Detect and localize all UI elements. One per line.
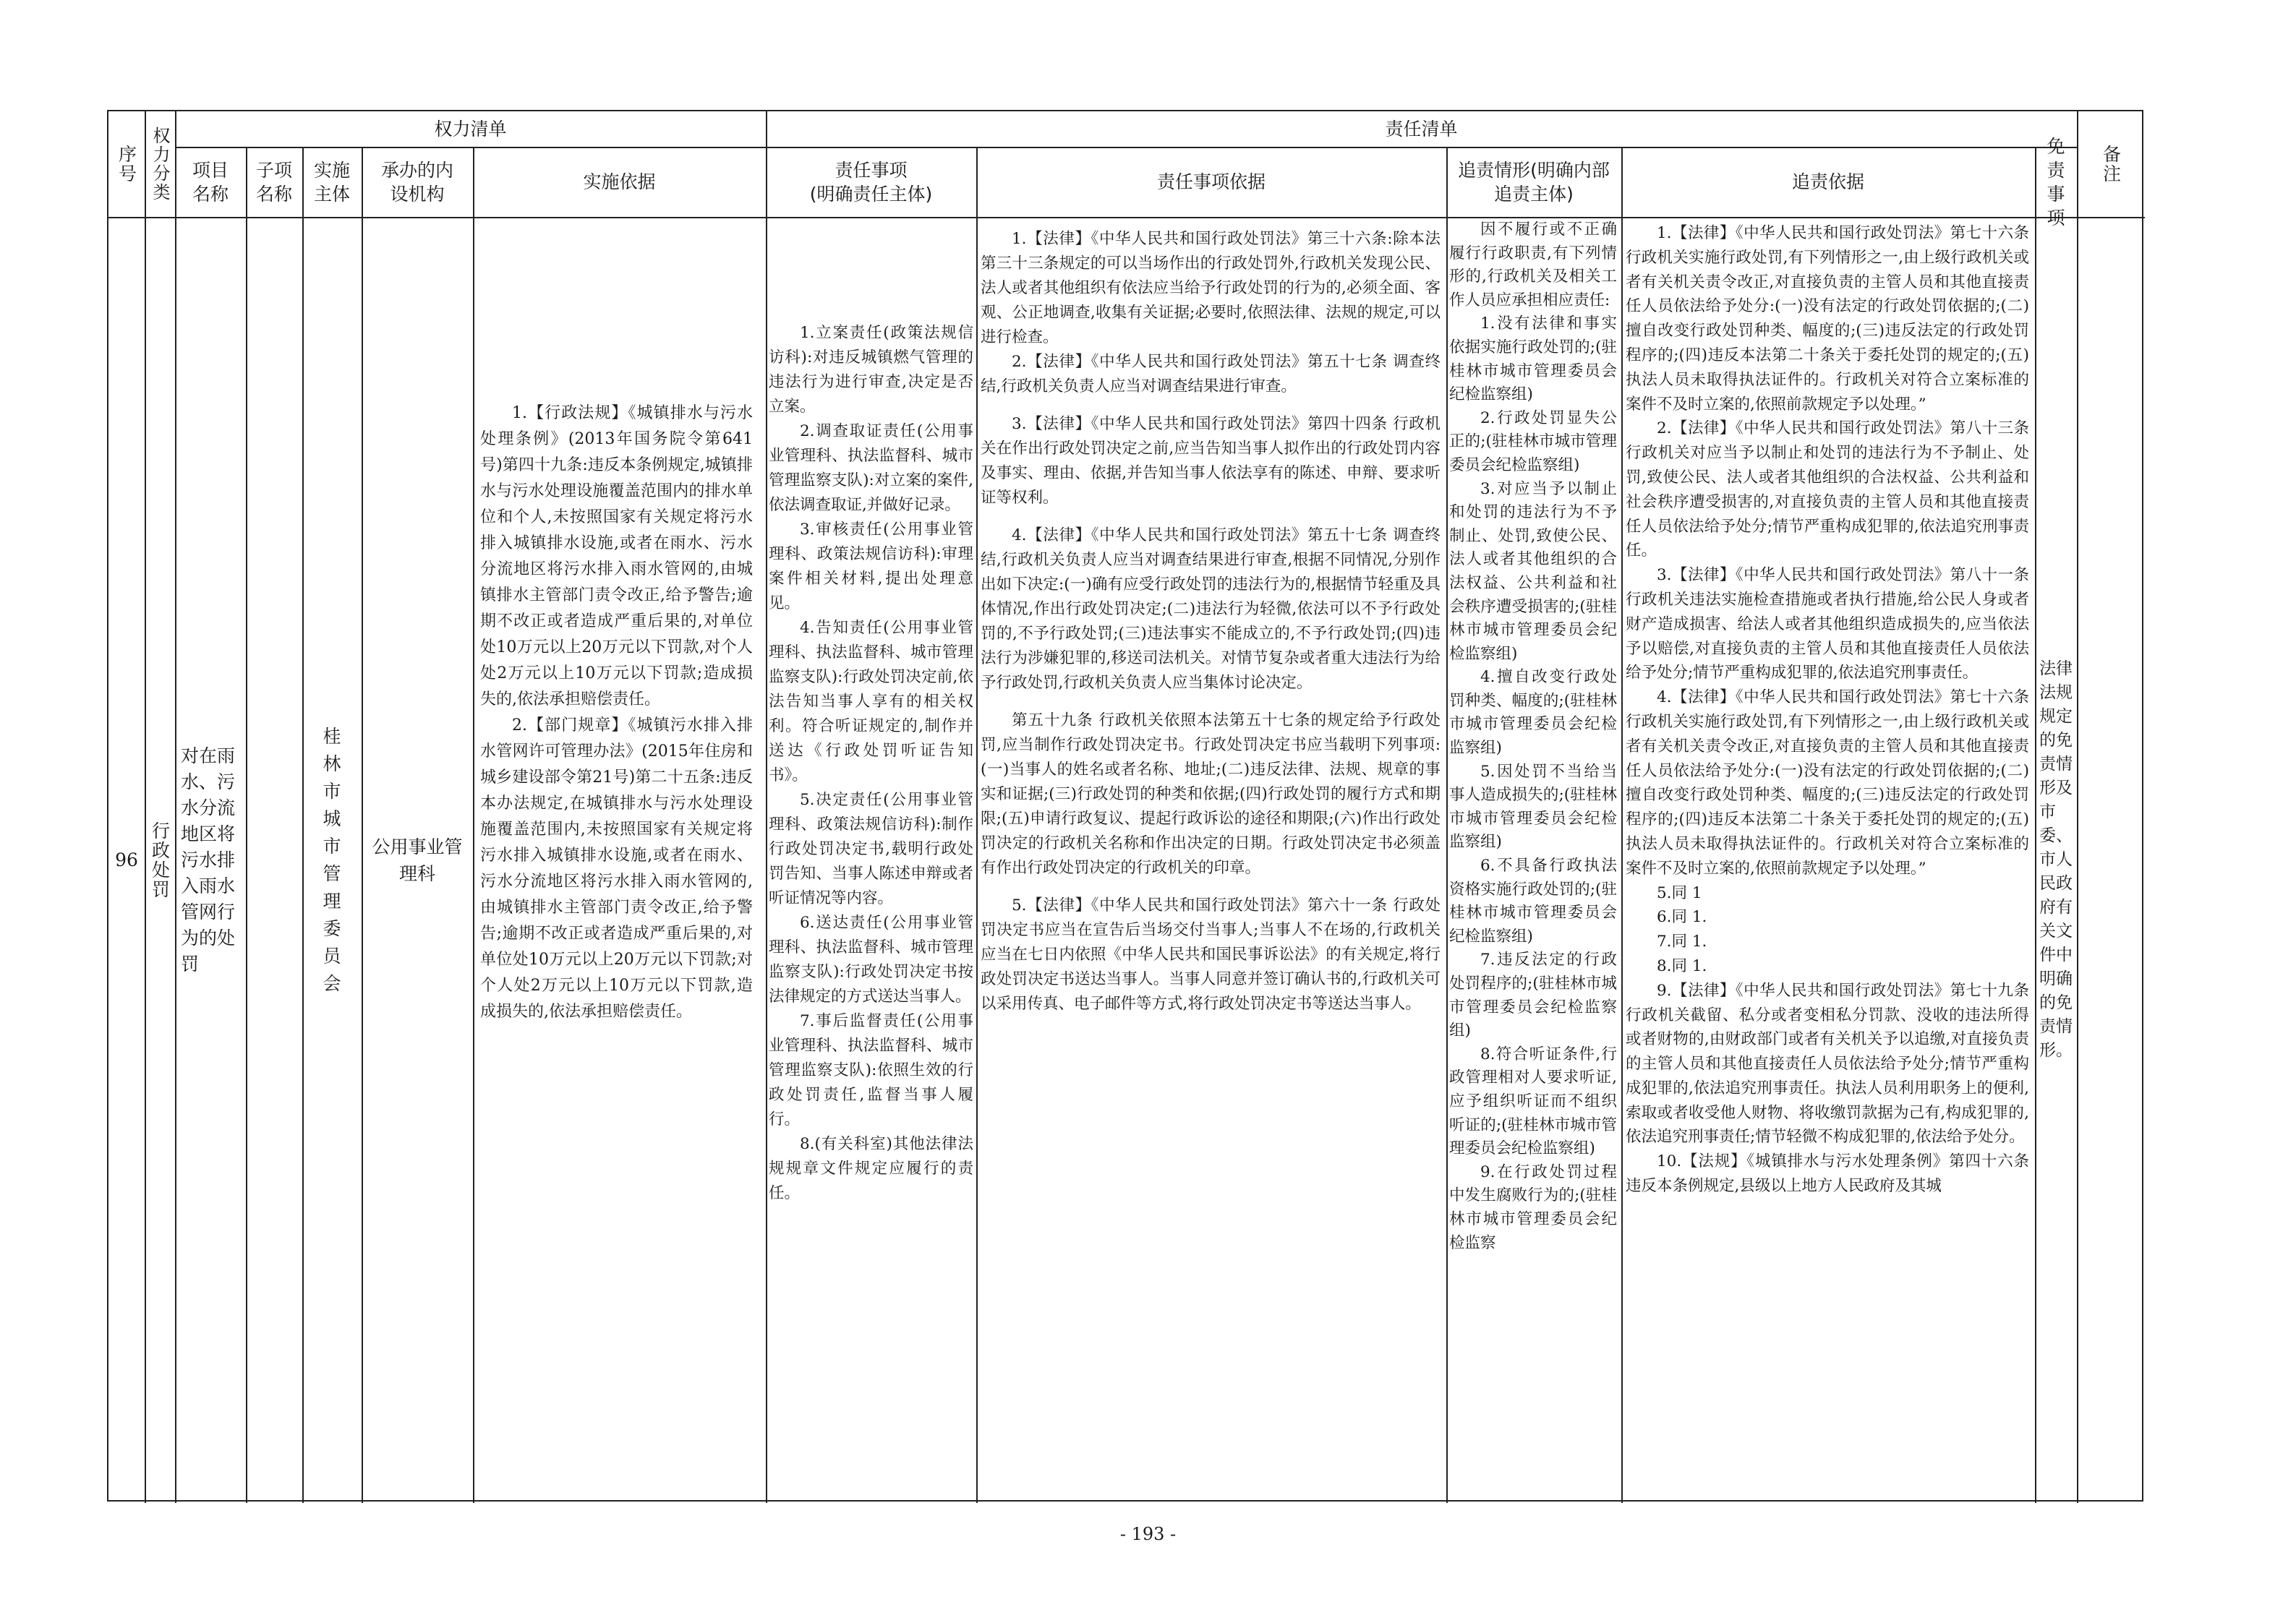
responsibility-item-2: 2.调查取证责任(公用事业管理科、执法监督科、城市管理监察支队):对立案的案件,依法调查取证,并做好记录。 — [769, 422, 973, 514]
accountability-8: 8.符合听证条件,行政管理相对人要求听证,应予组织听证而不组织听证的;(驻桂林市城市管理委员会纪检监察组) — [1449, 1045, 1617, 1158]
header-implementing-body: 实施主体 — [314, 159, 351, 205]
row-responsibility-basis — [976, 227, 1446, 1499]
header-exemption: 免责事项 — [2047, 135, 2065, 228]
header-responsibility-list: 责任清单 — [1385, 119, 1458, 140]
row-accountability — [1446, 218, 1621, 1502]
accountability-intro: 因不履行或不正确履行行政职责,有下列情形的,行政机关及相关工作人员应承担相应责任: — [1449, 220, 1617, 309]
header-power-list: 权力清单 — [434, 119, 507, 140]
row-remarks — [2077, 217, 2145, 1503]
responsibility-basis-4: 4.【法律】《中华人民共和国行政处罚法》第五十七条 调查终结,行政机关负责人应当对调查结果进行审查,根据不同情况,分别作出如下决定:(一)确有应受行政处罚的违法行为的,根据情节轻重及具体情况,作出行政处罚决定;(二)违法行为轻微,依法可以不予行政处罚的,不予行政处罚;(三)违法事实不能成立的,不予行政处罚;(四)违法行为涉嫌犯罪的,移送司法机关。对情节复杂或者重大违法行为给予行政处罚,行政机关负责人应当集体讨论决定。 — [981, 526, 1441, 692]
responsibility-basis-1: 1.【法律】《中华人民共和国行政处罚法》第三十六条:除本法第三十三条规定的可以当场作出的行政处罚外,行政机关发现公民、法人或者其他组织有依法应当给予行政处罚的行为的,必须全面、客观、公正地调查,收集有关证据;必要时,依照法律、法规的规定,可以进行检查。 — [981, 230, 1441, 346]
accountability-9: 9.在行政处罚过程中发生腐败行为的;(驻桂林市城市管理委员会纪检监察 — [1449, 1162, 1617, 1252]
accountability-basis-10: 10.【法规】《城镇排水与污水处理条例》第四十六条 违反本条例规定,县级以上地方人民政府及其城 — [1626, 1152, 2029, 1196]
header-item-name: 项目名称 — [192, 159, 229, 205]
header-seq: 序号 — [116, 145, 137, 184]
row-internal-org: 公用事业管理科 — [372, 836, 463, 884]
header-power-category: 权力分类 — [150, 127, 170, 202]
responsibility-basis-6: 5.【法律】《中华人民共和国行政处罚法》第六十一条 行政处罚决定书应当在宣告后当场交付当事人;当事人不在场的,行政机关应当在七日内依照《中华人民共和国民事诉讼法》的有关规定,将行政处罚决定书送达当事人。当事人同意并签订确认书的,行政机关可以采用传真、电子邮件等方式,将行政处罚决定书等送达当事人。 — [981, 896, 1441, 1013]
header-internal-org: 承办的内设机构 — [380, 159, 453, 205]
row-seq: 96 — [115, 849, 138, 870]
accountability-basis-5: 5.同 1 — [1657, 883, 1702, 902]
row-item-name: 对在雨水、污水分流地区将污水排入雨水管网行为的处罚 — [181, 745, 236, 975]
responsibility-item-7: 7.事后监督责任(公用事业管理科、执法监督科、城市管理监察支队):依照生效的行政处罚责任,监督当事人履行。 — [769, 1012, 973, 1129]
responsibility-item-4: 4.告知责任(公用事业管理科、执法监督科、城市管理监察支队):行政处罚决定前,依法告知当事人享有的相关权利。符合听证规定的,制作并送达《行政处罚听证告知书》。 — [769, 619, 973, 784]
basis-para-2: 2.【部门规章】《城镇污水排入排水管网许可管理办法》(2015年住房和城乡建设部令第21号)第二十五条:违反本办法规定,在城镇排水与污水处理设施覆盖范围内,未按照国家有关规定将污水排入城镇排水设施,或者在雨水、污水分流地区将污水排入雨水管网的,由城镇排水主管部门责令改正,给予警告;逾期不改正或者造成严重后果的,对单位处10万元以上20万元以下罚款;对个人处2万元以上10万元以下罚款,造成损失的,依法承担赔偿责任。 — [480, 716, 753, 1021]
responsibility-item-1: 1.立案责任(政策法规信访科):对违反城镇燃气管理的违法行为进行审查,决定是否立案。 — [769, 324, 973, 416]
responsibility-item-8: 8.(有关科室)其他法律法规规章文件规定应履行的责任。 — [769, 1135, 973, 1202]
accountability-3: 3.对应当予以制止和处罚的违法行为不予制止、处罚,致使公民、法人或者其他组织的合法权益、公共利益和社会秩序遭受损害的;(驻桂林市城市管理委员会纪检监察组) — [1449, 479, 1617, 663]
row-implementing-body: 桂林市城市管理委员会 — [323, 725, 341, 994]
responsibility-basis-2: 2.【法律】《中华人民共和国行政处罚法》第五十七条 调查终结,行政机关负责人应当对调查结果进行审查。 — [981, 353, 1441, 395]
accountability-5: 5.因处罚不当给当事人造成损失的;(驻桂林市城市管理委员会纪检监察组) — [1449, 762, 1617, 852]
header-responsibility-items: 责任事项 (明确责任主体) — [809, 159, 933, 205]
row-responsibilities — [766, 321, 976, 1499]
header-basis: 实施依据 — [583, 171, 656, 192]
row-exemption: 法律法规规定的免责情形及市委、市人民政府有关文件中明确的免责情形。 — [2039, 659, 2073, 1060]
accountability-basis-9: 9.【法律】《中华人民共和国行政处罚法》第七十九条 行政机关截留、私分或者变相私分罚款、没收的违法所得或者财物的,由财政部门或者有关机关予以追缴,对直接负责的主管人员和其他直接责任人员依法给予处分;情节严重构成犯罪的,依法追究刑事责任。执法人员利用职务上的便利,索取或者收受他人财物、将收缴罚款据为己有,构成犯罪的,依法追究刑事责任;情节轻微不构成犯罪的,依法给予处分。 — [1626, 981, 2029, 1147]
responsibility-item-3: 3.审核责任(公用事业管理科、政策法规信访科):审理案件相关材料,提出处理意见。 — [769, 521, 973, 612]
row-category: 行政处罚 — [149, 821, 171, 899]
accountability-1: 1.没有法律和事实依据实施行政处罚的;(驻桂林市城市管理委员会纪检监察组) — [1449, 314, 1617, 404]
header-accountability-basis: 追责依据 — [1791, 171, 1864, 192]
accountability-4: 4.擅自改变行政处罚种类、幅度的;(驻桂林市城市管理委员会纪检监察组) — [1449, 668, 1617, 758]
basis-para-1: 1.【行政法规】《城镇排水与污水处理条例》(2013年国务院令第641号)第四十九条:违反本条例规定,城镇排水与污水处理设施覆盖范围内的排水单位和个人,未按照国家有关规定将污水排入城镇排水设施,或者在雨水、污水分流地区将污水排入雨水管网的,由城镇排水主管部门责令改正,给予警告;逾期不改正或者造成严重后果的,对单位处10万元以上20万元以下罚款,对个人处2万元以上10万元以下罚款;造成损失的,依法承担赔偿责任。 — [480, 404, 753, 708]
header-accountability: 追责情形(明确内部追责主体) — [1458, 159, 1610, 205]
accountability-basis-6: 6.同 1. — [1657, 908, 1707, 927]
accountability-basis-3: 3.【法律】《中华人民共和国行政处罚法》第八十一条 行政机关违法实施检查措施或者执行措施,给公民人身或者财产造成损害、给法人或者其他组织造成损失的,应当依法予以赔偿,对直接负责的主管人员和其他直接责任人员依法给予处分;情节严重构成犯罪的,依法追究刑事责任。 — [1626, 566, 2029, 682]
header-remarks: 备注 — [2100, 145, 2122, 184]
accountability-basis-7: 7.同 1. — [1657, 933, 1707, 951]
row-sub-item — [246, 217, 302, 1503]
accountability-basis-1: 1.【法律】《中华人民共和国行政处罚法》第七十六条 行政机关实施行政处罚,有下列情形之一,由上级行政机关或者有关机关责令改正,对直接负责的主管人员和其他直接责任人员依法给予处分:(一)没有法定的行政处罚依据的;(二)擅自改变行政处罚种类、幅度的;(三)违反法定的行政处罚程序的;(四)违反本法第二十条关于委托处罚的规定的;(五)执法人员未取得执法证件的。行政机关对符合立案标准的案件不及时立案的,依照前款规定予以处理。” — [1626, 224, 2029, 414]
responsibility-item-6: 6.送达责任(公用事业管理科、执法监督科、城市管理监察支队):行政处罚决定书按法律规定的方式送达当事人。 — [769, 914, 973, 1006]
accountability-7: 7.违反法定的行政处罚程序的;(驻桂林市城市管理委员会纪检监察组) — [1449, 951, 1617, 1040]
header-responsibility-basis: 责任事项依据 — [1156, 171, 1266, 192]
row-accountability-basis — [1621, 221, 2035, 1502]
responsibility-basis-3: 3.【法律】《中华人民共和国行政处罚法》第四十四条 行政机关在作出行政处罚决定之前,应当告知当事人拟作出的行政处罚内容及事实、理由、依据,并告知当事人依法享有的陈述、申辩、要求听证等权利。 — [981, 415, 1441, 507]
accountability-basis-8: 8.同 1. — [1657, 956, 1707, 975]
accountability-2: 2.行政处罚显失公正的;(驻桂林市城市管理委员会纪检监察组) — [1449, 408, 1617, 474]
page-number: - 193 - — [1119, 1524, 1177, 1544]
row-basis — [473, 401, 766, 1485]
header-sub-item-name: 子项名称 — [256, 159, 293, 205]
responsibility-table — [107, 110, 2143, 1502]
responsibility-basis-5: 第五十九条 行政机关依照本法第五十七条的规定给予行政处罚,应当制作行政处罚决定书。行政处罚决定书应当载明下列事项:(一)当事人的姓名或者名称、地址;(二)违反法律、法规、规章的事实和证据;(三)行政处罚的种类和依据;(四)行政处罚的履行方式和期限;(五)申请行政复议、提起行政诉讼的途径和期限;(六)作出行政处罚决定的行政机关名称和作出决定的日期。行政处罚决定书必须盖有作出行政处罚决定的行政机关的印章。 — [981, 711, 1441, 877]
accountability-basis-2: 2.【法律】《中华人民共和国行政处罚法》第八十三条 行政机关对应当予以制止和处罚的违法行为不予制止、处罚,致使公民、法人或者其他组织的合法权益、公共利益和社会秩序遭受损害的,对直接负责的主管人员和其他直接责任人员依法给予处分;情节严重构成犯罪的,依法追究刑事责任。 — [1626, 419, 2029, 560]
responsibility-item-5: 5.决定责任(公用事业管理科、政策法规信访科):制作行政处罚决定书,载明行政处罚告知、当事人陈述申辩或者听证情况等内容。 — [769, 791, 973, 907]
accountability-basis-4: 4.【法律】《中华人民共和国行政处罚法》第七十六条 行政机关实施行政处罚,有下列情形之一,由上级行政机关或者有关机关责令改正,对直接负责的主管人员和其他直接责任人员依法给予处分:(一)没有法定的行政处罚依据的;(二)擅自改变行政处罚种类、幅度的;(三)违反法定的行政处罚程序的;(四)违反本法第二十条关于委托处罚的规定的;(五)执法人员未取得执法证件的。行政机关对符合立案标准的案件不及时立案的,依照前款规定予以处理。” — [1626, 688, 2029, 878]
accountability-6: 6.不具备行政执法资格实施行政处罚的;(驻桂林市城市管理委员会纪检监察组) — [1449, 857, 1617, 946]
